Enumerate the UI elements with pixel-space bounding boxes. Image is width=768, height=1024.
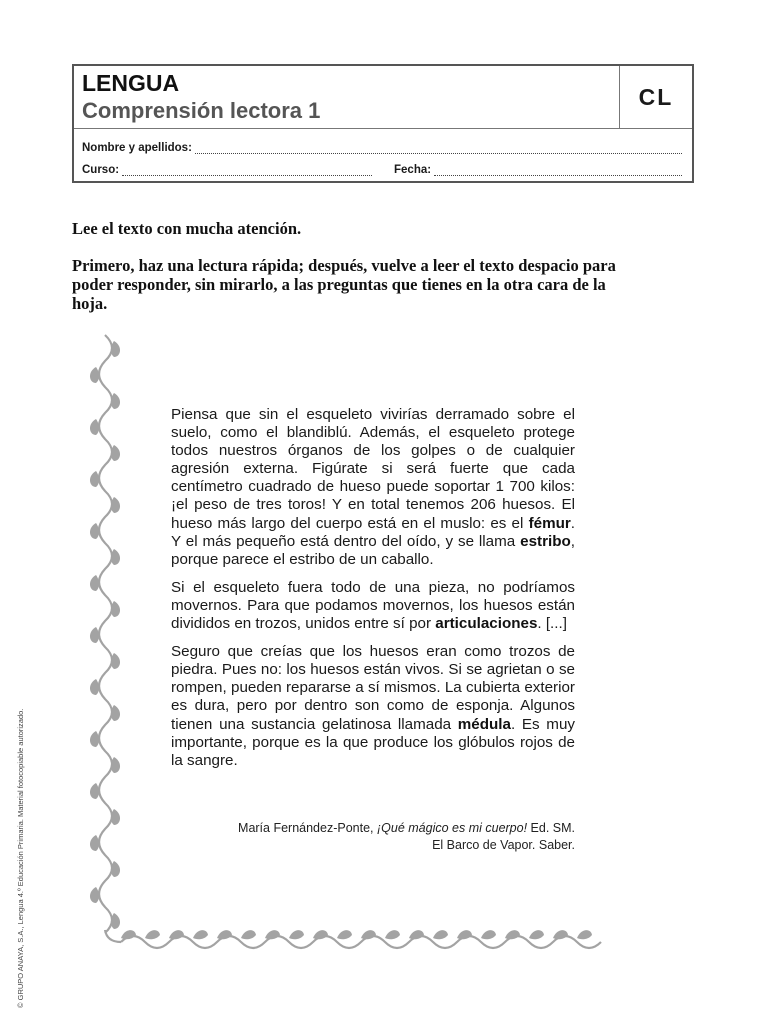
leaf-icon — [111, 757, 120, 773]
leaf-icon — [409, 930, 424, 939]
leaf-icon — [337, 930, 352, 939]
leaf-icon — [111, 601, 120, 617]
citation-line-1 — [171, 820, 575, 837]
instruction-2: Primero, haz una lectura rápida; después, vuelve a leer el texto despacio para poder responder, sin mirarlo, a las preguntas que tienes en la otra cara de la hoja. — [72, 256, 616, 313]
p1-text-c: , porque parece el estribo de un caballo. — [171, 532, 575, 568]
leaf-icon — [90, 627, 99, 643]
leaf-icon — [111, 705, 120, 721]
name-label: Nombre y apellidos: — [82, 142, 192, 154]
leaf-icon — [90, 731, 99, 747]
paragraph-1 — [171, 406, 575, 569]
worksheet-header — [72, 64, 694, 183]
student-fields — [74, 128, 692, 183]
instruction-1: Lee el texto con mucha atención. — [72, 219, 302, 238]
leaf-icon — [111, 341, 120, 357]
p2-text-a: Si el esqueleto fuera todo de una pieza, no podríamos movernos. Para que podamos movernos, los huesos están divididos en trozos, unidos entre sí por — [171, 578, 575, 633]
leaf-icon — [111, 653, 120, 669]
citation-publisher: Ed. SM. — [527, 821, 575, 835]
leaf-icon — [457, 930, 472, 939]
course-field[interactable] — [82, 164, 372, 176]
leaf-icon — [90, 523, 99, 539]
leaf-icon — [111, 809, 120, 825]
paragraph-2 — [171, 579, 575, 633]
citation — [171, 820, 575, 854]
leaf-icon — [265, 930, 280, 939]
reading-text — [171, 406, 575, 780]
leaf-icon — [289, 930, 304, 939]
paragraph-3 — [171, 643, 575, 770]
keyword-estribo: estribo — [520, 532, 571, 550]
p1-text-b: . Y el más pequeño está dentro del oído, y se llama — [171, 514, 575, 550]
title-cell — [74, 66, 622, 129]
date-field[interactable] — [394, 164, 682, 176]
p1-text-a: Piensa que sin el esqueleto vivirías derramado sobre el suelo, como el blandiblú. Además, el esqueleto protege todos nuestros órganos de los golpes o de cualquier agresión externa. Figúrate si será fuerte que cada centímetro cuadrado de hueso puede soportar 1 700 kilos: ¡el peso de tres toros! Y en total tenemos 206 huesos. El hueso más largo del cuerpo está en el muslo: es el — [171, 406, 575, 532]
copyright-note: © GRUPO ANAYA, S.A., Lengua 4.º Educación Primaria. Material fotocopiable autorizado. — [16, 708, 25, 1008]
citation-collection: El Barco de Vapor. Saber. — [432, 838, 575, 852]
leaf-icon — [385, 930, 400, 939]
citation-book: ¡Qué mágico es mi cuerpo! — [377, 821, 528, 835]
subject-title: LENGUA — [82, 70, 180, 96]
leaf-icon — [90, 887, 99, 903]
leaf-icon — [111, 497, 120, 513]
keyword-femur: fémur — [528, 514, 571, 532]
keyword-medula: médula — [457, 715, 511, 733]
leaf-icon — [217, 930, 232, 939]
leaf-icon — [90, 679, 99, 695]
leaf-icon — [529, 930, 544, 939]
leaf-icon — [90, 367, 99, 383]
course-label: Curso: — [82, 164, 120, 176]
leaf-icon — [481, 930, 496, 939]
p3-text-a: Seguro que creías que los huesos eran como trozos de piedra. Pues no: los huesos están vivos. Si se agrietan o se rompen, pueden repararse a sí mismos. La cubierta exterior es dura, pero por dentro son como de esponja. Algunos tienen una sustancia gelatinosa llamada — [171, 643, 575, 733]
name-blank[interactable] — [195, 144, 682, 154]
leaf-icon — [111, 445, 120, 461]
p2-text-b: . [...] — [537, 615, 567, 633]
vine-stem-left — [99, 335, 112, 933]
leaf-icon — [577, 930, 592, 939]
keyword-articulaciones: articulaciones — [435, 615, 538, 633]
course-blank[interactable] — [122, 166, 372, 176]
leaf-icon — [90, 575, 99, 591]
leaf-icon — [111, 549, 120, 565]
date-label: Fecha: — [394, 164, 432, 176]
level-code: CL — [619, 66, 692, 129]
leaf-icon — [90, 471, 99, 487]
leaf-icon — [121, 930, 136, 939]
leaf-icon — [90, 783, 99, 799]
leaf-icon — [90, 419, 99, 435]
citation-author: María Fernández-Ponte, — [238, 821, 377, 835]
leaf-icon — [553, 930, 568, 939]
vine-stem-bottom — [121, 936, 601, 948]
leaf-icon — [111, 913, 120, 929]
leaf-icon — [433, 930, 448, 939]
course-date-row — [82, 164, 682, 176]
name-field[interactable] — [82, 142, 682, 154]
leaf-icon — [169, 930, 184, 939]
leaf-icon — [90, 835, 99, 851]
leaf-icon — [193, 930, 208, 939]
leaf-icon — [241, 930, 256, 939]
leaf-icon — [145, 930, 160, 939]
leaf-icon — [361, 930, 376, 939]
leaf-icon — [313, 930, 328, 939]
leaf-icon — [111, 393, 120, 409]
date-blank[interactable] — [434, 166, 682, 176]
p3-text-b: . Es muy importante, porque es la que produce los glóbulos rojos de la sangre. — [171, 715, 575, 769]
leaf-icon — [505, 930, 520, 939]
leaf-icon — [111, 861, 120, 877]
worksheet-subtitle: Comprensión lectora 1 — [82, 98, 321, 123]
